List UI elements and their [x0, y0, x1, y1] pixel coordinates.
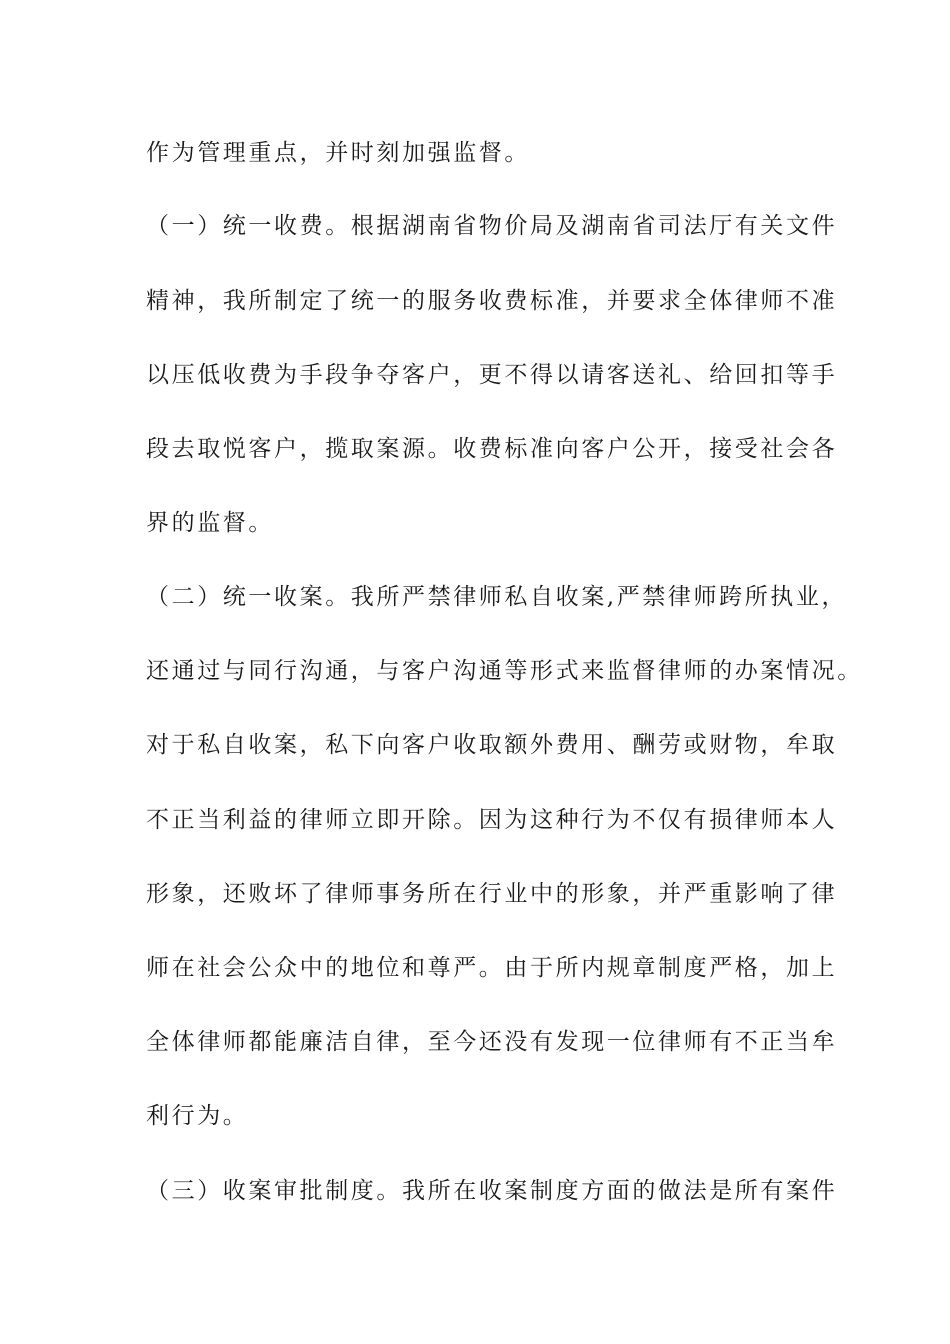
text-line: 界的监督。 [146, 510, 274, 536]
text-line: 不正当利益的律师立即开除。因为这种行为不仅有损律师本人 [146, 807, 838, 833]
text-line: 师在社会公众中的地位和尊严。由于所内规章制度严格，加上 [146, 955, 838, 981]
text-line: （二）统一收案。我所严禁律师私自收案,严禁律师跨所执业， [146, 584, 848, 610]
text-line: 还通过与同行沟通，与客户沟通等形式来监督律师的办案情况。 [146, 658, 863, 684]
text-line: 形象，还败坏了律师事务所在行业中的形象，并严重影响了律 [146, 881, 838, 907]
text-line: 全体律师都能廉洁自律，至今还没有发现一位律师有不正当牟 [146, 1029, 838, 1055]
text-line: 段去取悦客户，揽取案源。收费标准向客户公开，接受社会各 [146, 436, 838, 462]
text-line: 以压低收费为手段争夺客户，更不得以请客送礼、给回扣等手 [146, 362, 838, 388]
text-line: （一）统一收费。根据湖南省物价局及湖南省司法厅有关文件 [146, 213, 838, 239]
text-line: 作为管理重点，并时刻加强监督。 [146, 140, 530, 166]
text-line: 对于私自收案，私下向客户收取额外费用、酬劳或财物，牟取 [146, 732, 838, 758]
text-line: （三）收案审批制度。我所在收案制度方面的做法是所有案件 [146, 1178, 838, 1204]
text-line: 精神，我所制定了统一的服务收费标准，并要求全体律师不准 [146, 288, 838, 314]
text-line: 利行为。 [146, 1103, 249, 1129]
